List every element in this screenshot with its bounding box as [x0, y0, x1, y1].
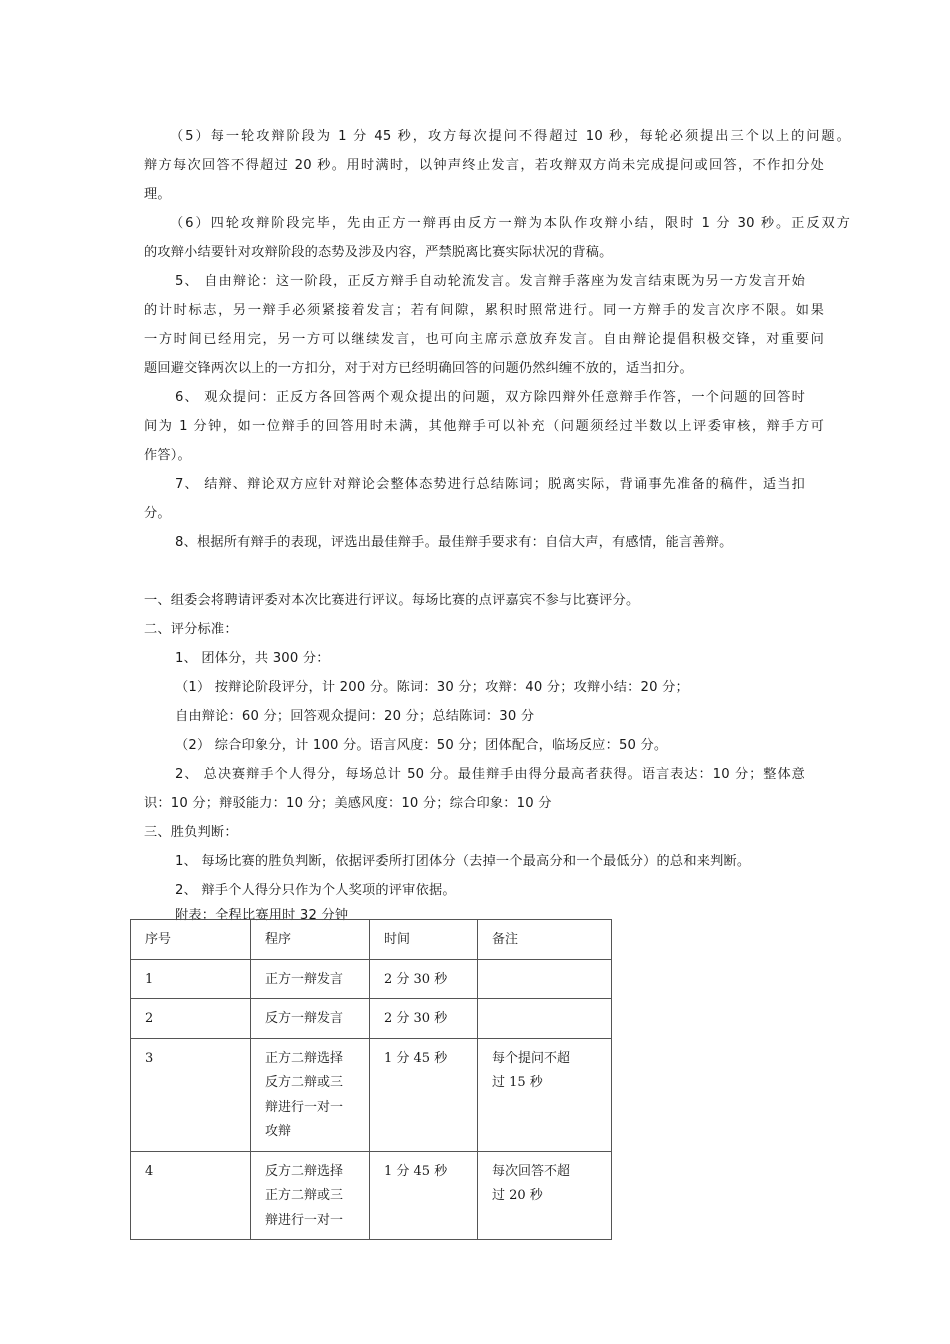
- paragraph-line: 6、 观众提问：正反方各回答两个观众提出的问题，双方除四辩外任意辩手作答，一个问题的回答时: [175, 390, 805, 405]
- paragraph-line: （6）四轮攻辩阶段完毕，先由正方一辩再由反方一辩为本队作攻辩小结，限时 1 分 30 秒。正反双方: [170, 216, 850, 231]
- paragraph-line: 的攻辩小结要针对攻辩阶段的态势及涉及内容，严禁脱离比赛实际状况的背稿。: [144, 245, 613, 260]
- table-cell: 4: [131, 1151, 251, 1240]
- table-cell: 1: [131, 959, 251, 999]
- table-cell: 2 分 30 秒: [370, 999, 478, 1039]
- paragraph-line: 1、 团体分，共 300 分：: [175, 651, 330, 666]
- section-heading: 一、组委会将聘请评委对本次比赛进行评议。每场比赛的点评嘉宾不参与比赛评分。: [144, 593, 640, 608]
- table-cell: 反方二辩选择 正方二辩或三 辩进行一对一: [251, 1151, 370, 1240]
- paragraph-line: 2、 辩手个人得分只作为个人奖项的评审依据。: [175, 883, 456, 898]
- table-header-cell: 程序: [251, 920, 370, 960]
- table-header-row: [131, 920, 612, 960]
- table-header-cell: 时间: [370, 920, 478, 960]
- table-cell: 正方二辩选择 反方二辩或三 辩进行一对一 攻辩: [251, 1038, 370, 1151]
- paragraph-line: 2、 总决赛辩手个人得分，每场总计 50 分。最佳辩手由得分最高者获得。语言表达：10 分；整体意: [175, 767, 805, 782]
- table-header-cell: 序号: [131, 920, 251, 960]
- section-heading: 二、评分标准：: [144, 622, 238, 637]
- paragraph-line: 的计时标志，另一辩手必须紧接着发言；若有间隙，累积时照常进行。同一方辩手的发言次序不限。如果: [144, 303, 824, 318]
- paragraph-line: 间为 1 分钟，如一位辩手的回答用时未满，其他辩手可以补充（问题须经过半数以上评委审核，辩手方可: [144, 419, 824, 434]
- table-row: [131, 1038, 612, 1151]
- paragraph-line: （1） 按辩论阶段评分，计 200 分。陈词：30 分；攻辩：40 分；攻辩小结：20 分；: [175, 680, 689, 695]
- table-cell: [478, 959, 612, 999]
- table-cell: [478, 999, 612, 1039]
- table-cell: 1 分 45 秒: [370, 1151, 478, 1240]
- paragraph-line: （2） 综合印象分，计 100 分。语言风度：50 分；团体配合，临场反应：50 分。: [175, 738, 668, 753]
- table-cell: 每个提问不超 过 15 秒: [478, 1038, 612, 1151]
- table-row: [131, 999, 612, 1039]
- paragraph-line: 1、 每场比赛的胜负判断，依据评委所打团体分（去掉一个最高分和一个最低分）的总和来判断。: [175, 854, 751, 869]
- table-cell: 正方一辩发言: [251, 959, 370, 999]
- paragraph-line: 题回避交锋两次以上的一方扣分，对于对方已经明确回答的问题仍然纠缠不放的，适当扣分。: [144, 361, 693, 376]
- paragraph-line: 自由辩论：60 分；回答观众提问：20 分；总结陈词：30 分: [175, 709, 535, 724]
- table-cell: 2: [131, 999, 251, 1039]
- paragraph-line: 一方时间已经用完，另一方可以继续发言，也可向主席示意放弃发言。自由辩论提倡积极交锋，对重要问: [144, 332, 824, 347]
- table-cell: 每次回答不超 过 20 秒: [478, 1151, 612, 1240]
- paragraph-line: 7、 结辩、辩论双方应针对辩论会整体态势进行总结陈词；脱离实际，背诵事先准备的稿件，适当扣: [175, 477, 805, 492]
- table-cell: 反方一辩发言: [251, 999, 370, 1039]
- table-cell: 3: [131, 1038, 251, 1151]
- table-cell: 2 分 30 秒: [370, 959, 478, 999]
- paragraph-line: 理。: [144, 187, 171, 202]
- table-row: [131, 1151, 612, 1240]
- paragraph-line: 辩方每次回答不得超过 20 秒。用时满时，以钟声终止发言，若攻辩双方尚未完成提问或回答，不作扣分处: [144, 158, 824, 173]
- paragraph-line: 8、根据所有辩手的表现，评选出最佳辩手。最佳辩手要求有：自信大声，有感情，能言善辩。: [175, 535, 733, 550]
- paragraph-line: （5）每一轮攻辩阶段为 1 分 45 秒，攻方每次提问不得超过 10 秒，每轮必须提出三个以上的问题。: [170, 129, 850, 144]
- schedule-table: [130, 919, 612, 1240]
- table-header-cell: 备注: [478, 920, 612, 960]
- table-row: [131, 959, 612, 999]
- paragraph-line: 5、 自由辩论：这一阶段，正反方辩手自动轮流发言。发言辩手落座为发言结束既为另一方发言开始: [175, 274, 805, 289]
- table-cell: 1 分 45 秒: [370, 1038, 478, 1151]
- paragraph-line: 作答）。: [144, 448, 191, 463]
- paragraph-line: 分。: [144, 506, 171, 521]
- section-heading: 三、胜负判断：: [144, 825, 238, 840]
- table-caption: 附表：全程比赛用时 32 分钟: [175, 908, 349, 923]
- paragraph-line: 识：10 分；辩驳能力：10 分；美感风度：10 分；综合印象：10 分: [144, 796, 552, 811]
